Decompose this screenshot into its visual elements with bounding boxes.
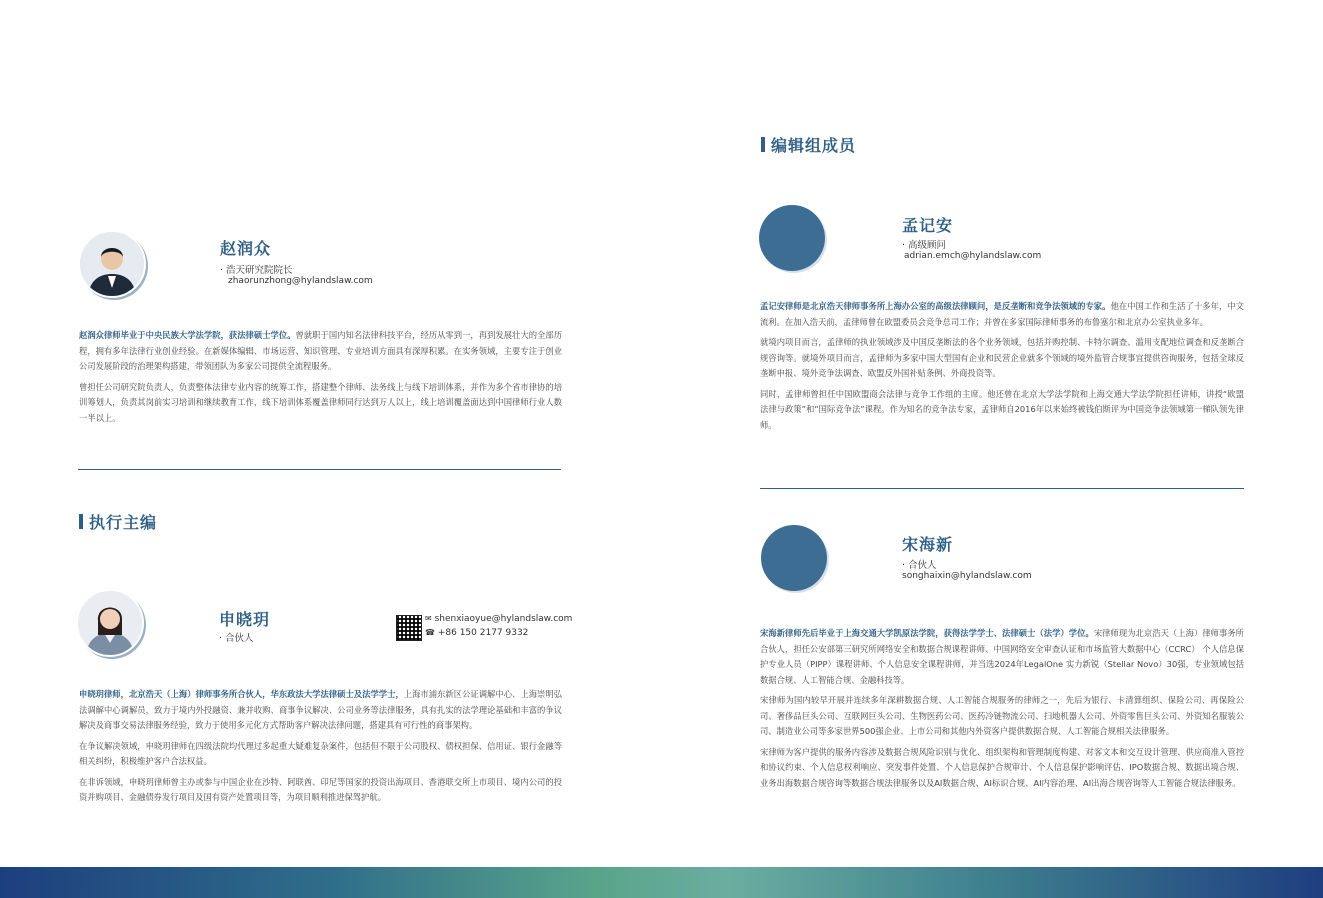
person2-card <box>76 589 144 657</box>
person1-name: 赵润众 <box>220 239 272 258</box>
avatar <box>76 589 144 657</box>
divider <box>760 488 1244 489</box>
person4-bio-p2: 宋律师为国内较早开展并连续多年深耕数据合规、人工智能合规服务的律师之一，先后为银行、卡清算组织、保险公司、再保险公司、奢侈品巨头公司、互联网巨头公司、生物医药公司、医药冷链物流公司、扫地机器人公司、外资零售巨头公司、外资知名服装公司、制造业公司等多家世界500强企业、上市公司和其他内外资客户提供数据合规、人工智能合规相关法律服务。 <box>760 695 1244 736</box>
person3-email[interactable]: adrian.emch@hylandslaw.com <box>904 251 1042 261</box>
person4-name: 宋海新 <box>902 535 954 554</box>
person3-bio-p1: 孟记安律师是北京浩天律师事务所上海办公室的高级法律顾问，是反垄断和竞争法领域的专家。他在中国工作和生活了十多年，中文流利。在加入浩天前，孟律师曾在欧盟委员会竞争总司工作；并曾在多家国际律师事务的布鲁塞尔和北京办公室执业多年。 <box>760 301 1244 327</box>
person1-card <box>78 230 146 298</box>
person3-name: 孟记安 <box>902 216 954 235</box>
person3-bio <box>760 299 1244 433</box>
divider <box>78 469 561 470</box>
person4-role: · 合伙人 <box>902 560 937 571</box>
person1-bio <box>79 328 562 426</box>
footer-gradient-band <box>0 867 1323 898</box>
person2-bio-p1: 申晓玥律师，北京浩天（上海）律师事务所合伙人，华东政法大学法律硕士及法学学士，上海市浦东新区公证调解中心、上海崇明弘法调解中心调解员，致力于境内外投融资、兼并收购、商事争议解决、公司业务等法律服务，具有扎实的法学理论基础和丰富的争议解决及商事交易法律服务经验，致力于使用多元化方式帮助客户解决法律问题，搭建具有可行性的商事架构。 <box>79 689 562 730</box>
person1-bio-p2: 曾担任公司研究院负责人，负责整体法律专业内容的统筹工作，搭建整个律师、法务线上与线下培训体系，并作为多个省市律协的培训筹划人，负责其岗前实习培训和继续教育工作，线下培训体系覆盖律师同行达到万人以上，线上培训覆盖面达到中国律师行业人数一半以上。 <box>79 381 562 423</box>
person4-email[interactable]: songhaixin@hylandslaw.com <box>902 571 1032 581</box>
person4-bio-p3: 宋律师为客户提供的服务内容涉及数据合规风险识别与优化、组织架构和管理制度构建、对客文本和交互设计管理、供应商准入管控和协议约束、个人信息权利响应、突发事件处置、个人信息保护合规审计、个人信息保护影响评估、IPO数据合规、数据出境合规、业务出海数据合规咨询等数据合规法律服务以及AI数据合规、AI标识合规、AI内容治理、AI出海合规咨询等人工智能合规法律服务。 <box>760 746 1244 788</box>
person2-name: 申晓玥 <box>219 610 271 629</box>
portrait-image <box>78 591 142 655</box>
section-bar <box>761 137 765 152</box>
person1-email[interactable]: zhaorunzhong@hylandslaw.com <box>228 276 373 286</box>
section-bar <box>79 514 83 529</box>
person4-bio-p1: 宋海新律师先后毕业于上海交通大学凯原法学院，获得法学学士、法律硕士（法学）学位。宋律师现为北京浩天（上海）律师事务所合伙人，担任公安部第三研究所网络安全和数据合规课程讲师、中国网络安全审查认证和市场监管大数据中心（CCRC） 个人信息保护专业人员（PIPP）课程讲师、个人信息安全课程讲师，并当选2024年LegalOne 实力新锐（Stellar Novo）30强，专业领域包括数据合规、人工智能合规、金融科技等。 <box>760 628 1244 685</box>
person2-phone-row[interactable] <box>425 628 528 638</box>
person3-bio-p3: 同时，孟律师曾担任中国欧盟商会法律与竞争工作组的主席。他还曾在北京大学法学院和上海交通大学法学院担任讲师，讲授“欧盟法律与政策”和“国际竞争法”课程。作为知名的竞争法专家，孟律师自2016年以来始终被钱伯斯评为中国竞争法领域第一梯队领先律师。 <box>760 388 1244 430</box>
person2-role: · 合伙人 <box>219 633 254 644</box>
avatar-placeholder <box>761 525 827 591</box>
person4-bio <box>760 626 1244 791</box>
person1-bio-p1: 赵润众律师毕业于中央民族大学法学院，获法律硕士学位。曾就职于国内知名法律科技平台，经历从零到一，再到发展壮大的全部历程，拥有多年法律行业创业经验。在新媒体编辑、市场运营、知识管理、专业培训方面具有深厚积累。在实务领域，主要专注于创业公司发展阶段的治理架构搭建，带领团队为多家公司提供全流程服务。 <box>79 330 562 371</box>
person3-role: · 高级顾问 <box>902 240 947 251</box>
person2-bio <box>79 687 562 806</box>
mail-icon: ✉ <box>425 614 432 623</box>
person2-phone[interactable]: +86 150 2177 9332 <box>437 628 529 638</box>
phone-icon: ☎ <box>425 628 435 637</box>
person2-bio-p3: 在非诉领域，申晓玥律师曾主办或参与中国企业在沙特、阿联酋、印尼等国家的投资出海项目、香港联交所上市项目、境内公司的投资并购项目、金融债券发行项目及国有资产处置项目等，为项目顺利推进保驾护航。 <box>79 776 562 802</box>
avatar <box>78 230 146 298</box>
person2-bio-p2: 在争议解决领域，申晓玥律师在四级法院均代理过多起重大疑难复杂案件，包括但不限于公司股权、债权担保、信用证、银行金融等相关纠纷，积极维护客户合法权益。 <box>79 740 562 766</box>
person2-email[interactable]: shenxiaoyue@hylandslaw.com <box>434 614 573 624</box>
avatar-placeholder <box>759 205 825 271</box>
section-title-editorial-members: 编辑组成员 <box>761 133 856 156</box>
person1-role: · 浩天研究院院长 <box>220 265 293 276</box>
person3-bio-p2: 就境内项目而言，孟律师的执业领域涉及中国反垄断法的各个业务领域，包括并购控制、卡特尔调查、滥用支配地位调查和反垄断合规咨询等。就境外项目而言，孟律师为多家中国大型国有企业和民营企业就多个领域的境外监管合规事宜提供咨询服务，包括全球反垄断申报、境外竞争法调查、欧盟反外国补贴条例、外商投资等。 <box>760 337 1244 378</box>
portrait-image <box>80 232 144 296</box>
qr-code-icon <box>396 615 422 641</box>
person2-email-row[interactable] <box>425 614 572 624</box>
section-title-executive-editor: 执行主编 <box>79 510 157 533</box>
